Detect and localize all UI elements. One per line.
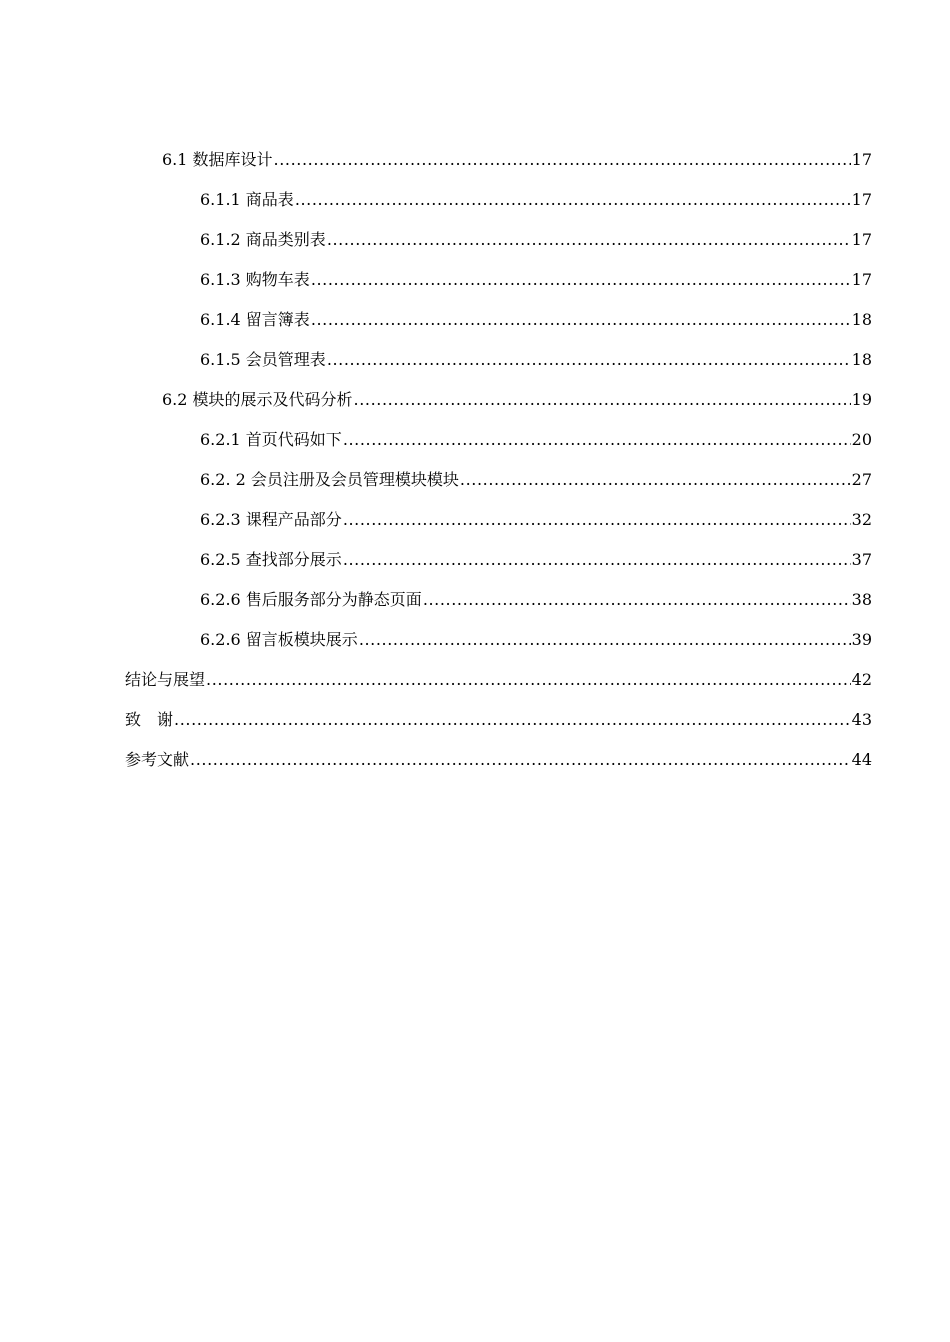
toc-page-number: 44 xyxy=(851,750,872,769)
toc-entry-title: 6.1.3 购物车表 xyxy=(200,270,310,289)
toc-page-number: 27 xyxy=(851,470,872,489)
toc-dot-leader xyxy=(327,350,851,370)
toc-entry-title: 6.2. 2 会员注册及会员管理模块模块 xyxy=(200,470,459,489)
toc-entry-6-2-3[interactable] xyxy=(200,500,872,530)
toc-entry-6-1-5[interactable] xyxy=(200,340,872,370)
toc-page-number: 18 xyxy=(851,350,872,369)
toc-entry-6-1-2[interactable] xyxy=(200,220,872,250)
toc-entry-title: 6.1 数据库设计 xyxy=(162,150,273,169)
toc-entry-title: 6.2.6 留言板模块展示 xyxy=(200,630,358,649)
toc-entry-6-1-3[interactable] xyxy=(200,260,872,290)
toc-entry-6-2-6-message-board[interactable] xyxy=(200,620,872,650)
toc-page-number: 20 xyxy=(851,430,872,449)
toc-page-number: 17 xyxy=(851,270,872,289)
toc-page-number: 17 xyxy=(851,150,872,169)
toc-dot-leader xyxy=(174,710,851,730)
toc-entry-6-2-1[interactable] xyxy=(200,420,872,450)
toc-entry-title: 6.2.1 首页代码如下 xyxy=(200,430,342,449)
toc-dot-leader xyxy=(274,150,851,170)
toc-entry-6-2-5[interactable] xyxy=(200,540,872,570)
toc-dot-leader xyxy=(343,430,851,450)
toc-entry-title: 6.2.5 查找部分展示 xyxy=(200,550,342,569)
toc-dot-leader xyxy=(206,670,851,690)
toc-entry-acknowledgements[interactable] xyxy=(125,700,872,730)
toc-entry-6-1[interactable] xyxy=(162,140,872,170)
toc-page-number: 38 xyxy=(851,590,872,609)
toc-dot-leader xyxy=(359,630,851,650)
toc-entry-title: 结论与展望 xyxy=(125,670,206,689)
toc-entry-title: 6.1.5 会员管理表 xyxy=(200,350,326,369)
toc-dot-leader xyxy=(423,590,851,610)
toc-page-number: 32 xyxy=(851,510,872,529)
toc-dot-leader xyxy=(311,310,851,330)
toc-dot-leader xyxy=(354,390,851,410)
toc-entry-title: 6.2 模块的展示及代码分析 xyxy=(162,390,353,409)
toc-dot-leader xyxy=(190,750,851,770)
toc-dot-leader xyxy=(295,190,851,210)
toc-entry-6-2-2[interactable] xyxy=(200,460,872,490)
toc-dot-leader xyxy=(460,470,851,490)
toc-entry-title: 6.1.4 留言簿表 xyxy=(200,310,310,329)
toc-page-number: 39 xyxy=(851,630,872,649)
toc-entry-title: 6.2.3 课程产品部分 xyxy=(200,510,342,529)
toc-dot-leader xyxy=(343,510,851,530)
toc-entry-title: 6.1.2 商品类别表 xyxy=(200,230,326,249)
toc-page-number: 18 xyxy=(851,310,872,329)
toc-entry-references[interactable] xyxy=(125,740,872,770)
toc-page-number: 17 xyxy=(851,230,872,249)
toc-entry-title: 致 谢 xyxy=(125,710,174,729)
toc-entry-title: 参考文献 xyxy=(125,750,190,769)
toc-page-number: 43 xyxy=(851,710,872,729)
toc-dot-leader xyxy=(311,270,851,290)
toc-dot-leader xyxy=(327,230,851,250)
toc-entry-title: 6.2.6 售后服务部分为静态页面 xyxy=(200,590,422,609)
toc-dot-leader xyxy=(343,550,851,570)
toc-entry-title: 6.1.1 商品表 xyxy=(200,190,294,209)
toc-page-number: 19 xyxy=(851,390,872,409)
toc-entry-6-1-4[interactable] xyxy=(200,300,872,330)
toc-entry-6-1-1[interactable] xyxy=(200,180,872,210)
toc-entry-conclusion[interactable] xyxy=(125,660,872,690)
toc-entry-6-2[interactable] xyxy=(162,380,872,410)
toc-page-number: 17 xyxy=(851,190,872,209)
toc-page-number: 42 xyxy=(851,670,872,689)
toc-entry-6-2-6-after-sales[interactable] xyxy=(200,580,872,610)
toc-page-number: 37 xyxy=(851,550,872,569)
